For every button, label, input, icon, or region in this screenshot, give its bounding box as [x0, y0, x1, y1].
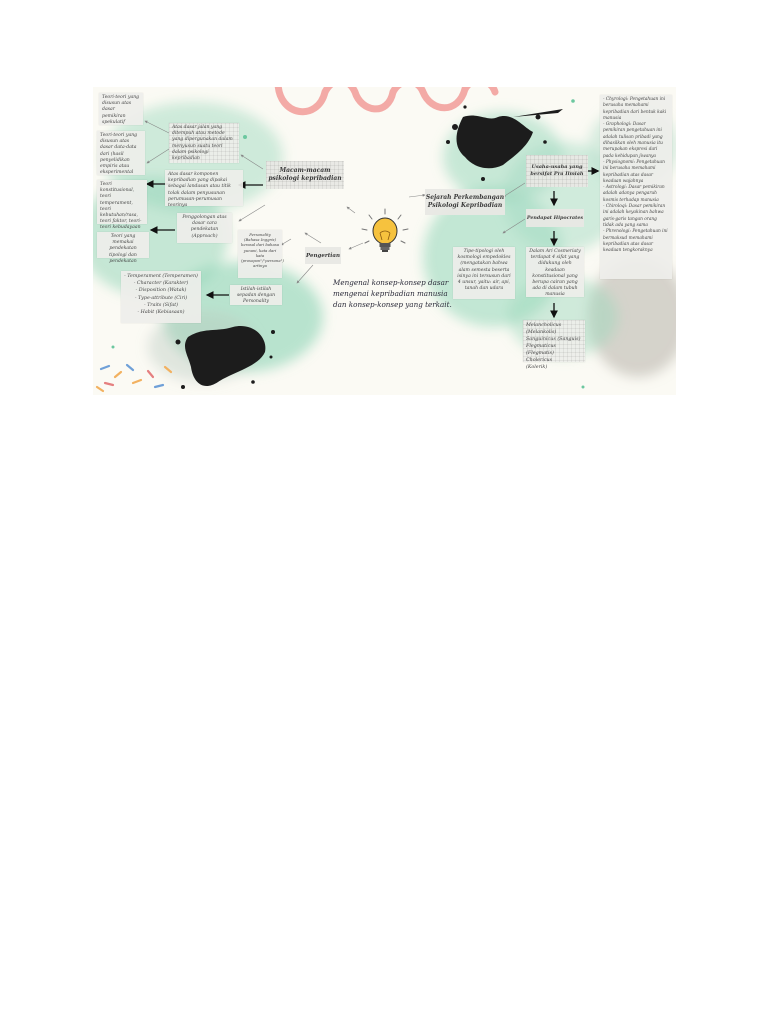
- science-item: - Physiognomi: Pengetahuan ini berusaha memahami kepribadian atas dasar keadaan wajahnya: [603, 159, 665, 184]
- science-item: - Graphologi: Dasar pemikiran pengetahuan ini adalah tulisan pribadi yang dihasilkan oleh manusia itu merupakan ekspresi dari pada kehidupan jiwanya: [603, 122, 663, 159]
- central-topic: Mengenal konsep-konsep dasar mengenai kepribadian manusia dan konsep-konsep yang terkait.: [333, 278, 452, 309]
- sciences-list: [600, 95, 672, 279]
- jalan-ditempuh-note: Atas dasar jalan yang ditempuh atau metode yang dipergunakan dalam menyusun suatu teori dalam psikologi kepribadian: [169, 123, 239, 163]
- terms-list: [121, 271, 201, 323]
- term-item: - Disposition (Watak): [135, 288, 187, 294]
- istilah-note: Istilah-istilah sepadan dengan Personality: [230, 285, 282, 305]
- humors-list: [523, 320, 585, 370]
- term-item: - Type-attribute (Ciri): [134, 295, 188, 301]
- usaha-box: Usaha-usaha yang bersifat Pra Ilmiah: [526, 155, 588, 187]
- macam-title: Macam-macam psikologi kepribadian: [266, 161, 344, 189]
- tipologi-galen-note: Tipe-tipologi oleh kosmologi empedokles (mengatakan bahwa alam semesta beserta isinya ini tersusun dari 4 unsur, yaitu: air, api, tanah dan udara: [453, 247, 515, 299]
- personality-note: Personality (Bahasa Inggris) berasal dari bahasa yunani, kata dari kata (prosopon"/"persona") artinya: [238, 230, 282, 278]
- science-item: - Chiroloqi: Dasar pemikiran ini adalah keyakinan bahwa garis-garis tangan orang tidak ada yang sama: [603, 204, 666, 228]
- term-item: - Habit (Kebiasaan): [137, 310, 185, 316]
- humor-item: (Kolerik): [526, 365, 548, 370]
- tipologi-note: Teori yang memakai pendekatan tipologi dan pendekatan: [97, 232, 149, 258]
- dalam-note: Dalam Ari Cosmeriaty terdapat 4 sifat yang didukung oleh keadaan konstitusional yang berupa cairan yang ada di dalam tubuh manusia: [526, 247, 584, 297]
- sejarah-title: Sejarah Perkembangan Psikologi Kepribadian: [425, 189, 505, 215]
- pengertian-label: Pengertian: [305, 247, 341, 264]
- science-item: - Astrologi: Dasar pemikiran adalah adanya pengaruh kosmis terhadap manusia: [603, 185, 665, 203]
- humor-item: Flegmaticus (Flegmatis): [526, 344, 556, 356]
- term-item: - Temperament (Temperamen): [124, 274, 198, 279]
- science-item: - Chyrologi: Pengetahuan ini berusaha memahami kepribadian dari bentuk kaki manusia: [603, 97, 667, 121]
- penggolongan-note: Penggolongan atas dasar cara pendekatan (Approach): [177, 213, 232, 243]
- teori-spekulatif-note: Teori-teori yang disusun atas dasar pemikiran spekulatif: [99, 93, 143, 125]
- humor-item: Sanguinicus (Sanguis): [526, 337, 581, 342]
- term-item: - Traits (Sifat): [143, 302, 179, 308]
- teori-konstitusional-note: Teori konstitusional, teori temperament, teori kebutuhan/rasa, teori faktor, teori-teori kebudayaan: [97, 180, 147, 224]
- lightbulb-icon: [355, 205, 415, 267]
- term-item: - Character (Karakter): [133, 281, 189, 287]
- komponen-note: Atas dasar komponen kepribadian yang dipakai sebagai landasan atau titik tolak dalam penyusunan perumusan-perumusan teorinya: [165, 170, 243, 206]
- science-item: - Phrenologi: Pengetahuan ini bermaksud memahami kepribadian atas dasar keadaan tengkoraknya: [603, 229, 668, 254]
- humor-item: Cholericus: [526, 358, 553, 363]
- humor-item: Melancholicus (Melankolis): [526, 323, 562, 335]
- teori-empiris-note: Teori-teori yang disusun atas dasar data-data dari (hasil penyelidikan empiris atau eksperimental: [97, 131, 145, 175]
- mind-map-canvas: [93, 87, 676, 395]
- pendapat-box: Pendapat Hipocrates: [526, 209, 584, 227]
